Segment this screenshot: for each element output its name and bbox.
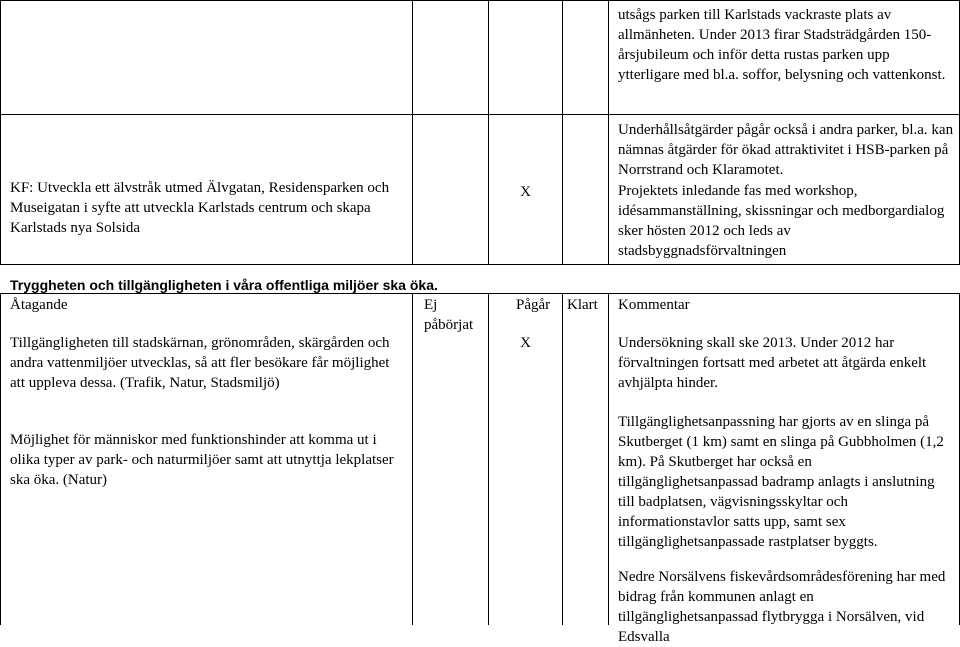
header-done: Klart: [567, 297, 598, 313]
top-row2-comment-p1: Underhållsåtgärder pågår också i andra parker, bl.a. kan nämnas åtgärder för ökad attraktivitet i HSB-parken på Norrstrand och Klaramotet.: [618, 122, 954, 178]
bottom-row1-ongoing-mark: X: [520, 335, 531, 351]
header-not-started-line1: Ej: [424, 297, 438, 313]
bottom-row1-comment: Undersökning skall ske 2013. Under 2012 har förvaltningen fortsatt med arbetet att åtgärda enkelt avhjälpta hinder.: [618, 335, 927, 391]
top-table-rule-top: [0, 0, 960, 1]
top-table-rule-col1: [412, 0, 413, 265]
header-ongoing: Pågår: [516, 297, 551, 313]
header-commitment: Åtagande: [10, 297, 68, 313]
bottom-row1-commitment: Tillgängligheten till stadskärnan, grönområden, skärgården och andra vattenmiljöer utvecklas, så att fler besökare får möjlighet att uppleva dessa. (Trafik, Natur, Stadsmiljö): [10, 335, 390, 391]
bottom-row2-comment-p2: Nedre Norsälvens fiskevårdsområdesförening har med bidrag från kommunen anlagt en tillgänglighetsanpassad flytbrygga i Norsälven, vid Edsvalla: [618, 569, 946, 645]
bottom-table-rule-col3: [562, 293, 563, 625]
top-table-rule-row1: [0, 114, 960, 115]
bottom-table-rule-col1: [412, 293, 413, 625]
bottom-table-rule-left: [0, 293, 1, 625]
top-row1-comment: utsågs parken till Karlstads vackraste plats av allmänheten. Under 2013 firar Stadsträdgården 150-årsjubileum och inför detta rustas parken upp ytterligare med bl.a. soffor, belysning och vattenkonst.: [618, 7, 946, 83]
bottom-table-rule-top: [0, 293, 960, 294]
top-row2-commitment: KF: Utveckla ett älvstråk utmed Älvgatan, Residensparken och Museigatan i syfte att utveckla Karlstads centrum och skapa Karlstads nya Solsida: [10, 180, 390, 236]
top-table-rule-left: [0, 0, 1, 265]
top-table-rule-col3: [562, 0, 563, 265]
top-row2-ongoing-mark: X: [520, 184, 531, 200]
bottom-row2-comment-p1: Tillgänglighetsanpassning har gjorts av en slinga på Skutberget (1 km) samt en slinga på Gubbholmen (1,2 km). På Skutberget har också en tillgänglighetsanpassad badramp anlagts i anslutning till badplatsen, vägvisningsskyltar och informationstavlor satts upp, samt sex tillgänglighetsanpassade rastplatser byggts.: [618, 414, 944, 550]
section-heading: Tryggheten och tillgängligheten i våra offentliga miljöer ska öka.: [10, 277, 438, 293]
top-table-rule-col4: [608, 0, 609, 265]
top-row2-comment-p2: Projektets inledande fas med workshop, idésammanställning, skissningar och medborgardialog sker hösten 2012 och leds av stadsbyggnadsförvaltningen: [618, 183, 945, 259]
header-comment: Kommentar: [618, 297, 690, 313]
top-table-rule-col2: [488, 0, 489, 265]
header-not-started-line2: påbörjat: [424, 317, 474, 333]
bottom-row2-commitment: Möjlighet för människor med funktionshinder att komma ut i olika typer av park- och naturmiljöer samt att utnyttja lekplatser ska öka. (Natur): [10, 432, 394, 488]
bottom-table-rule-col4: [608, 293, 609, 625]
top-table-rule-bottom: [0, 264, 960, 265]
